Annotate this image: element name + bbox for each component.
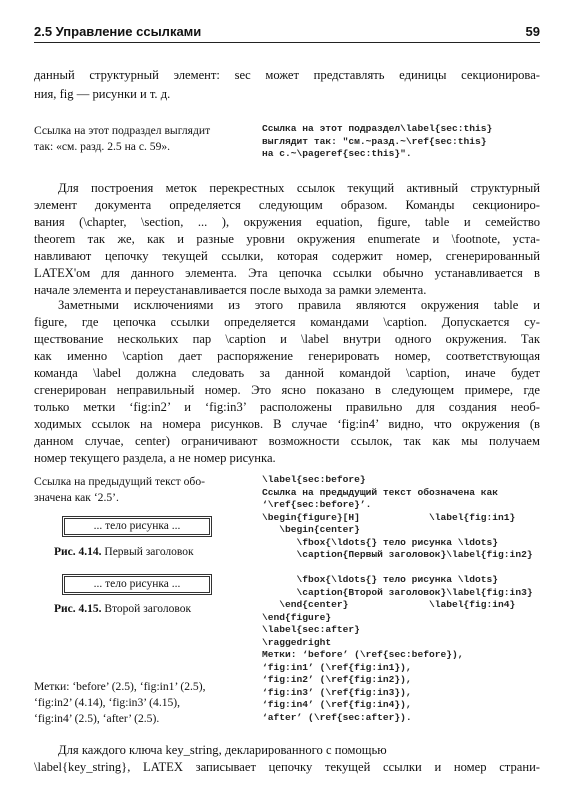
code-line-7: \caption{Первый заголовок}\label{fig:in2} (262, 549, 533, 560)
figure-1-caption-label: Рис. 4.14. (54, 546, 102, 558)
code-line-12: \end{figure} (262, 611, 332, 623)
code-line-9: \fbox{\ldots{} тело рисунка \ldots} (262, 574, 499, 585)
example-1-code-1: Ссылка на этот подраздел\label{sec:this} (262, 123, 493, 134)
code-line-3: ‘\ref{sec:before}’. (262, 499, 372, 510)
example-2-text-1: Ссылка на предыдущий текст обо- (34, 475, 205, 488)
p2-line-3: ществование нескольких пар \caption и \label внутри одного окружения. Так (34, 332, 540, 346)
example-1-code-3: на с.~\pageref{sec:this}". (262, 148, 412, 159)
p2-line-1: Заметными исключениями из этого правила являются окружения table и (58, 298, 540, 312)
code-line-1: \label{sec:before} (262, 474, 366, 485)
p1-line-5: навливают цепочку текущей ссылки, которая содержит номер, сгенерированный (34, 249, 540, 263)
p2-line-4: как именно \caption дает распоряжение генерировать номер, соответствующая (34, 349, 540, 363)
page-header (34, 22, 540, 43)
code-line-19: ‘fig:in4’ (\ref{fig:in4}), (262, 699, 412, 710)
code-line-10: \caption{Второй заголовок}\label{fig:in3} (262, 586, 533, 598)
p2-line-9: данном случае, center) ограничивают возможности ссылок, так как мы получаем (34, 434, 540, 448)
figure-1-caption (54, 546, 194, 558)
example-1-text-1: Ссылка на этот подраздел выглядит (34, 124, 211, 137)
intro-line-2: ния, fig — рисунки и т. д. (34, 87, 171, 101)
p2-line-6: сгенерирован неправильный номер. Это ясно показано в следующем примере, где (34, 383, 540, 397)
figure-1-box: ... тело рисунка ... (64, 518, 210, 535)
example-1-code-2: выглядит так: "см.~разд.~\ref{sec:this} (262, 135, 487, 147)
p1-line-7: начале элемента и переустанавливается после выхода за рамки элемента. (34, 283, 427, 297)
p1-line-3: вания (\chapter, \section, ... ), окружения equation, figure, table и семейство (34, 215, 540, 229)
page-number: 59 (525, 24, 540, 39)
figure-2-box: ... тело рисунка ... (64, 576, 210, 593)
p1-line-4: theorem так же, как и разные уровни окружения enumerate и \footnote, уста- (34, 232, 540, 246)
p3-line-2: \label{key_string}, LATEX записывает цепочку текущей ссылки и номер страни- (34, 760, 540, 774)
code-line-5: \begin{center} (262, 524, 360, 535)
labels-line-2: ‘fig:in2’ (4.14), ‘fig:in3’ (4.15), (34, 696, 181, 709)
p2-line-5: команда \label должна следовать за данной командой \caption, иначе будет (34, 366, 540, 380)
p1-line-2: элемент документа определяется следующим образом. Команды секциониро- (34, 198, 540, 212)
intro-line-1: данный структурный элемент: sec может представлять единицы секционирова- (34, 68, 540, 82)
p2-line-10: номер текущего раздела, а не номер рисунка. (34, 451, 276, 465)
code-line-15: Метки: ‘before’ (\ref{sec:before}), (262, 649, 464, 660)
code-line-13: \label{sec:after} (262, 624, 360, 635)
example-2-text-2: значена как ‘2.5’. (34, 491, 119, 504)
section-title: 2.5 Управление ссылками (34, 24, 202, 39)
figure-1-caption-text: Первый заголовок (104, 546, 194, 558)
p2-line-8: ходимых ссылок на номера рисунков. В случае ‘fig:in4’ видно, что окружения (в (34, 417, 540, 431)
code-line-11: \end{center} \label{fig:in4} (262, 599, 516, 610)
p3-line-1: Для каждого ключа key_string, декларированного с помощью (58, 743, 387, 757)
p2-line-2: figure, где цепочка ссылки определяется командами \caption. Допускается су- (34, 315, 540, 329)
figure-2-caption (54, 603, 191, 615)
example-1-text-2: так: «см. разд. 2.5 на с. 59». (34, 140, 171, 153)
code-line-2: Ссылка на предыдущий текст обозначена как (262, 486, 499, 498)
figure-2-caption-label: Рис. 4.15. (54, 603, 102, 615)
code-line-14: \raggedright (262, 636, 332, 648)
code-line-20: ‘after’ (\ref{sec:after}). (262, 711, 412, 723)
code-line-4: \begin{figure}[H] \label{fig:in1} (262, 511, 516, 523)
code-line-18: ‘fig:in3’ (\ref{fig:in3}), (262, 686, 412, 698)
p1-line-1: Для построения меток перекрестных ссылок текущий активный структурный (58, 181, 540, 195)
code-line-16: ‘fig:in1’ (\ref{fig:in1}), (262, 661, 412, 673)
labels-line-1: Метки: ‘before’ (2.5), ‘fig:in1’ (2.5), (34, 680, 206, 693)
p2-line-7: только метки ‘fig:in2’ и ‘fig:in3’ расположены правильно для создания необ- (34, 400, 540, 414)
p1-line-6: LATEX'ом для данного элемента. Эта цепочка ссылки обычно устанавливается в (34, 266, 540, 280)
labels-line-3: ‘fig:in4’ (2.5), ‘after’ (2.5). (34, 712, 160, 725)
code-line-17: ‘fig:in2’ (\ref{fig:in2}), (262, 674, 412, 685)
figure-2-caption-text: Второй заголовок (104, 603, 192, 615)
code-line-6: \fbox{\ldots{} тело рисунка \ldots} (262, 536, 499, 548)
